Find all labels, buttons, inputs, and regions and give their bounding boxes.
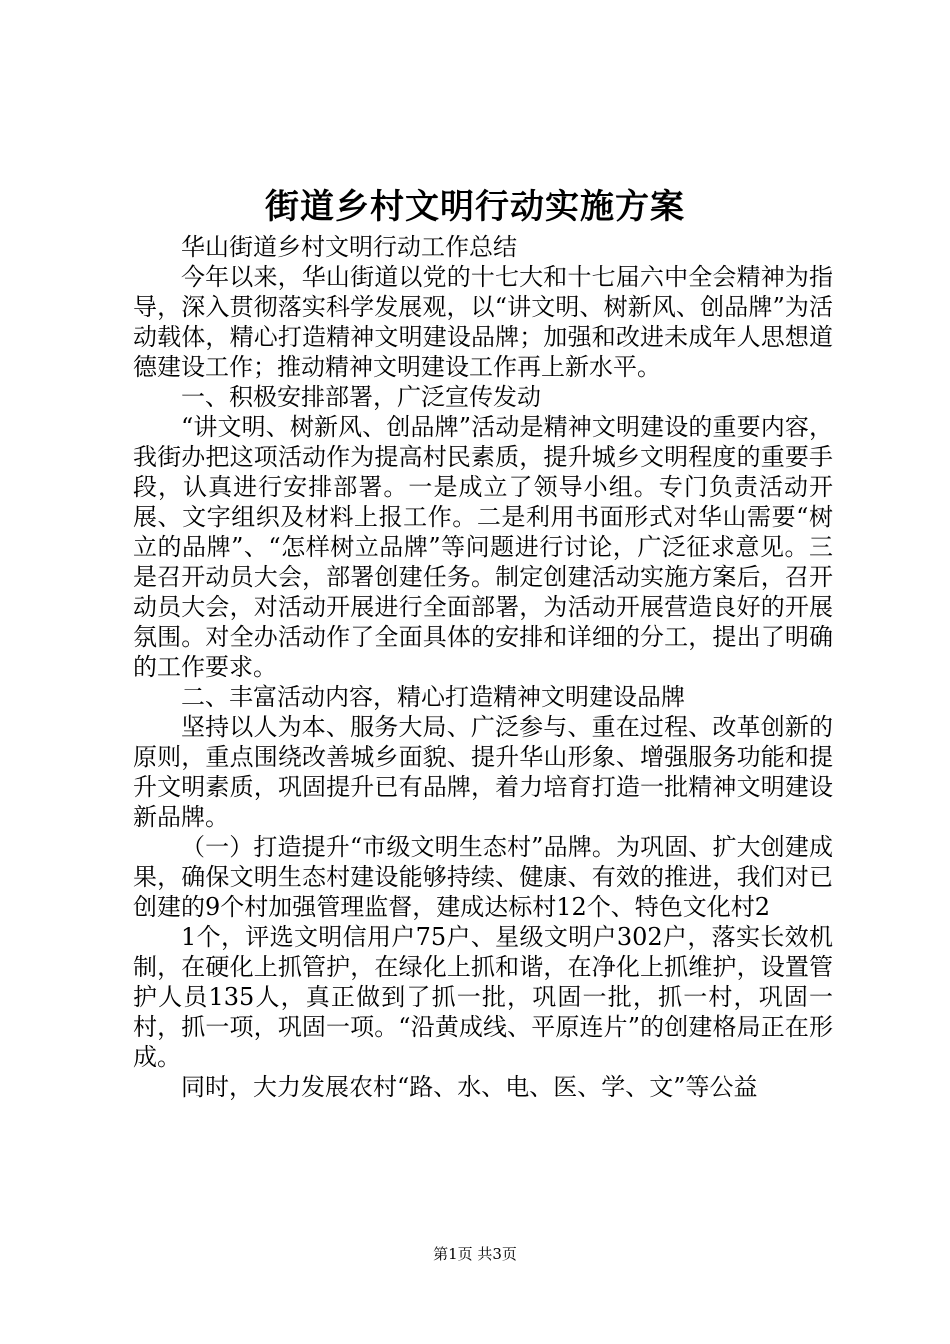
section-1-paragraph: “讲文明、树新风、创品牌”活动是精神文明建设的重要内容，我街办把这项活动作为提高村民素质，提升城乡文明程度的重要手段，认真进行安排部署。一是成立了领导小组。专门负责活动开展、文字组织及材料上报工作。二是利用书面形式对华山需要“树立的品牌”、“怎样树立品牌”等问题进行讨论，广泛征求意见。三是召开动员大会，部署创建任务。制定创建活动实施方案后，召开动员大会，对活动开展进行全面部署，为活动开展营造良好的开展氛围。对全办活动作了全面具体的安排和详细的分工，提出了明确的工作要求。 [133,413,833,681]
page-indicator: 第1页 共3页 [433,1245,517,1263]
intro-paragraph: 今年以来，华山街道以党的十七大和十七届六中全会精神为指导，深入贯彻落实科学发展观，以“讲文明、树新风、创品牌”为活动载体，精心打造精神文明建设品牌；加强和改进未成年人思想道德建设工作；推动精神文明建设工作再上新水平。 [133,263,833,381]
section-2-paragraph: 坚持以人为本、服务大局、广泛参与、重在过程、改革创新的原则，重点围绕改善城乡面貌、提升华山形象、增强服务功能和提升文明素质，巩固提升已有品牌，着力培育打造一批精神文明建设新品牌。 [133,713,833,831]
section-heading-1: 一、积极安排部署，广泛宣传发动 [181,383,541,411]
document-title: 街道乡村文明行动实施方案 [265,187,685,227]
page-footer [0,1244,950,1264]
subsection-1-paragraph: （一）打造提升“市级文明生态村”品牌。为巩固、扩大创建成果，确保文明生态村建设能够持续、健康、有效的推进，我们对已创建的9个村加强管理监督，建成达标村12个、特色文化村2 [133,833,833,921]
section-heading-2: 二、丰富活动内容，精心打造精神文明建设品牌 [181,683,685,711]
subsection-1-continuation: 1个，评选文明信用户75户、星级文明户302户，落实长效机制，在硬化上抓管护，在绿化上抓和谐，在净化上抓维护，设置管护人员135人，真正做到了抓一批，巩固一批，抓一村，巩固一村，抓一项，巩固一项。“沿黄成线、平原连片”的创建格局正在形成。 [133,923,833,1071]
closing-paragraph: 同时，大力发展农村“路、水、电、医、学、文”等公益 [181,1073,758,1101]
summary-heading: 华山街道乡村文明行动工作总结 [181,233,517,261]
document-body [133,232,833,1102]
